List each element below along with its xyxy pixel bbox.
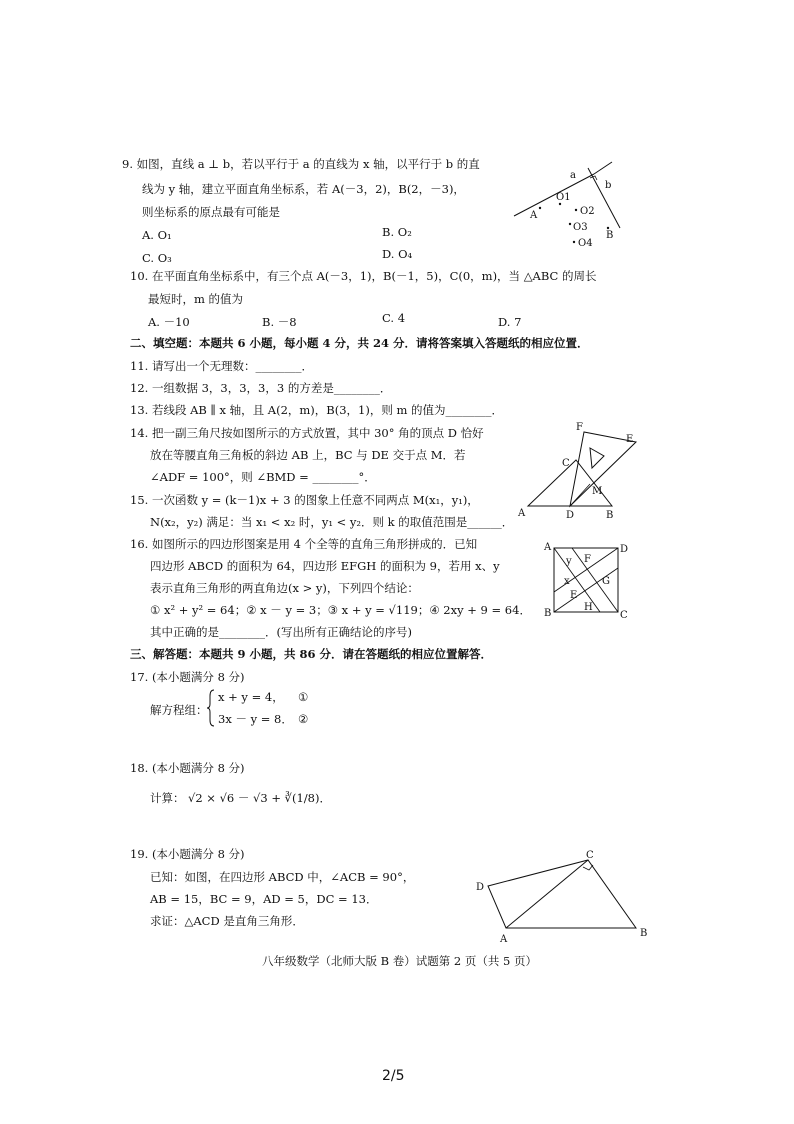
triangle-inner-cutout [590, 448, 604, 468]
label-A: A [500, 934, 508, 944]
label-B: B [640, 928, 648, 939]
q14-figure [512, 420, 642, 520]
point-O4-dot [573, 241, 575, 243]
q17-brace [206, 688, 216, 728]
q16-line3: 表示直角三角形的两直角边(x > y)，下列四个结论： [150, 581, 419, 595]
label-C: C [620, 610, 628, 618]
q16-line4: ① x² + y² = 64；② x － y = 3；③ x + y = √119；④ 2xy + 9 = 64． [150, 603, 531, 617]
q11: 11. 请写出一个无理数：________． [130, 359, 313, 373]
q10-option-d: D. 7 [498, 315, 522, 329]
q14-line1: 14. 把一副三角尺按如图所示的方式放置，其中 30° 角的顶点 D 恰好 [130, 426, 484, 440]
label-F: F [576, 422, 583, 433]
q10-line1: 10. 在平面直角坐标系中，有三个点 A(－3，1)，B(－1，5)，C(0，m)，当 △ABC 的周长 [130, 269, 597, 283]
label-C: C [562, 458, 570, 469]
label-M: M [592, 486, 603, 497]
label-E: E [626, 434, 634, 445]
label-F: F [584, 554, 591, 565]
label-A: A [544, 542, 552, 553]
page-footer: 八年级数学（北师大版 B 卷）试题第 2 页（共 5 页） [262, 954, 538, 968]
q17-heading: 17. (本小题满分 8 分) [130, 670, 245, 684]
label-O1: O1 [556, 192, 571, 203]
q18-heading: 18. (本小题满分 8 分) [130, 761, 245, 775]
label-E: E [570, 590, 578, 601]
q15-line2: N(x₂，y₂) 满足：当 x₁ < x₂ 时，y₁ < y₂．则 k 的取值范围是______． [150, 515, 514, 529]
q10-option-a: A. －10 [148, 315, 190, 329]
q13: 13. 若线段 AB ∥ x 轴，且 A(2，m)，B(3，1)，则 m 的值为________． [130, 403, 504, 417]
q16-line5: 其中正确的是________．(写出所有正确结论的序号) [150, 625, 412, 639]
q17-equation-1-number: ① [298, 690, 309, 704]
label-a: a [570, 170, 576, 181]
inner-line-1 [554, 548, 600, 612]
q17-equation-2-number: ② [298, 712, 309, 726]
q17-equation-2: 3x － y = 8． [218, 712, 293, 726]
label-y: y [566, 556, 572, 567]
q19-heading: 19. (本小题满分 8 分) [130, 847, 245, 861]
q10-option-b: B. －8 [262, 315, 297, 329]
point-O1-dot [559, 203, 561, 205]
label-O4: O4 [578, 238, 593, 248]
label-D: D [476, 882, 485, 893]
line-a-ext [594, 162, 612, 174]
line-DM [570, 484, 590, 506]
label-x: x [564, 576, 570, 587]
q9-option-d: D. O₄ [382, 247, 413, 261]
q9-line2: 线为 y 轴，建立平面直角坐标系，若 A(－3，2)，B(2，－3)， [142, 182, 465, 196]
label-A: A [530, 210, 538, 221]
label-B: B [606, 510, 614, 520]
point-A-dot [539, 207, 541, 209]
q9-option-b: B. O₂ [382, 225, 412, 239]
quadrilateral-ABCD [488, 860, 636, 928]
label-B: B [606, 230, 614, 241]
label-B: B [544, 608, 552, 618]
q19-figure [470, 848, 660, 944]
label-C: C [586, 850, 594, 861]
right-isosceles-triangle [528, 460, 612, 506]
q18-label: 计算： [150, 791, 185, 805]
q9-option-c: C. O₃ [142, 251, 172, 265]
label-G: G [602, 576, 610, 587]
label-D: D [620, 544, 629, 555]
point-O3-dot [569, 223, 571, 225]
point-O2-dot [575, 209, 577, 211]
label-O2: O2 [580, 206, 595, 217]
q10-line2: 最短时，m 的值为 [148, 292, 244, 306]
point-B-dot [607, 227, 609, 229]
label-b: b [605, 180, 612, 191]
label-O3: O3 [573, 222, 588, 233]
q9-option-a: A. O₁ [142, 228, 172, 242]
q19-line3: 求证：△ACD 是直角三角形． [150, 914, 304, 928]
q17-label: 解方程组： [150, 703, 208, 717]
q16-line1: 16. 如图所示的四边形图案是用 4 个全等的直角三角形拼成的．已知 [130, 537, 478, 551]
q15-line1: 15. 一次函数 y = (k－1)x + 3 的图象上任意不同两点 M(x₁，y₁)， [130, 493, 479, 507]
q14-line2: 放在等腰直角三角板的斜边 AB 上，BC 与 DE 交于点 M．若 [150, 448, 466, 462]
q9-figure [510, 158, 650, 248]
section3-title: 三、解答题：本题共 9 小题，共 86 分．请在答题纸的相应位置解答． [130, 647, 493, 661]
label-D: D [566, 510, 575, 520]
q19-line2: AB = 15，BC = 9，AD = 5，DC = 13． [150, 892, 378, 906]
q16-line2: 四边形 ABCD 的面积为 64，四边形 EFGH 的面积为 9，若用 x、y [150, 559, 500, 573]
q12: 12. 一组数据 3，3，3，3，3 的方差是________． [130, 381, 392, 395]
q9-line3: 则坐标系的原点最有可能是 [142, 205, 280, 219]
q18-expression: √2 × √6 － √3 + ∛(1/8)． [188, 791, 331, 805]
q9-line1: 9. 如图，直线 a ⊥ b，若以平行于 a 的直线为 x 轴，以平行于 b 的直 [122, 157, 480, 171]
q14-line3: ∠ADF = 100°，则 ∠BMD = ________°． [150, 470, 376, 484]
label-H: H [584, 602, 593, 613]
q16-figure [540, 538, 632, 618]
label-A: A [518, 508, 526, 519]
q10-option-c: C. 4 [382, 311, 406, 325]
page-number: 2/5 [382, 1068, 405, 1084]
section2-title: 二、填空题：本题共 6 小题，每小题 4 分，共 24 分．请将答案填入答题纸的相应位置． [130, 336, 589, 350]
inner-line-3 [572, 548, 618, 612]
q19-line1: 已知：如图，在四边形 ABCD 中，∠ACB = 90°， [150, 870, 415, 884]
q17-equation-1: x + y = 4， [218, 690, 284, 704]
